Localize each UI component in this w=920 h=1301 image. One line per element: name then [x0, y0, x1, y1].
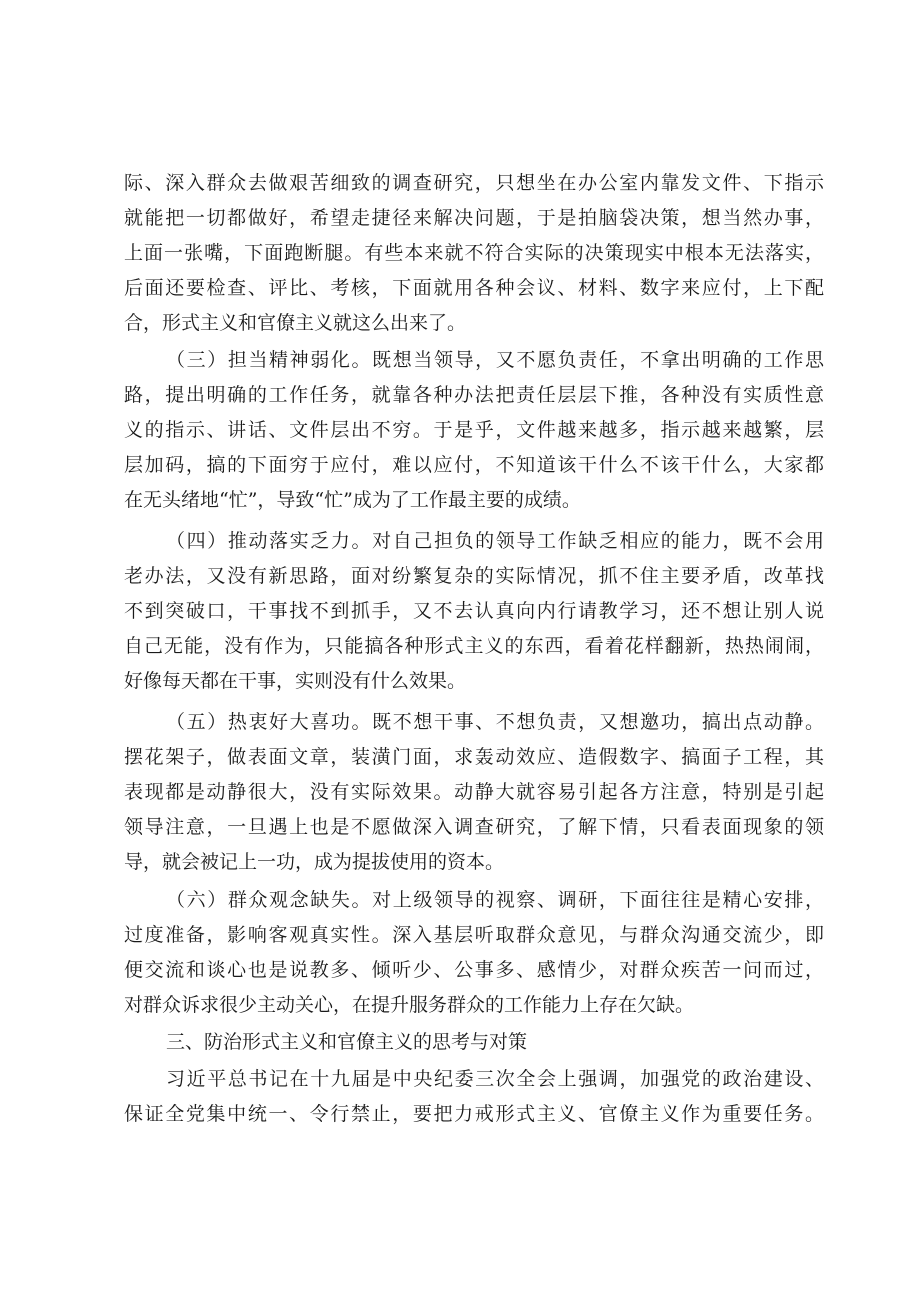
text-line: 不到突破口，干事找不到抓手，又不去认真向内行请教学习，还不想让别人说 — [124, 600, 824, 622]
text-line: （三）担当精神弱化。既想当领导，又不愿负责任，不拿出明确的工作思 — [166, 349, 824, 371]
text-line: （六）群众观念缺失。对上级领导的视察、调研，下面往往是精心安排， — [166, 889, 824, 911]
text-line: （五）热衷好大喜功。既不想干事、不想负责，又想邀功，搞出点动静。 — [166, 711, 824, 733]
text-line: 好像每天都在干事，实则没有什么效果。 — [124, 670, 467, 692]
text-line: 上面一张嘴，下面跑断腿。有些本来就不符合实际的决策现实中根本无法落实， — [124, 242, 824, 264]
text-line: 摆花架子，做表面文章，装潢门面，求轰动效应、造假数字、搞面子工程，其 — [124, 746, 824, 768]
text-line: 表现都是动静很大，没有实际效果。动静大就容易引起各方注意，特别是引起 — [124, 781, 824, 803]
text-line: 就能把一切都做好，希望走捷径来解决问题，于是拍脑袋决策，想当然办事， — [124, 207, 824, 229]
text-line: 合，形式主义和官僚主义就这么出来了。 — [124, 312, 467, 334]
text-line: （四）推动落实乏力。对自己担负的领导工作缺乏相应的能力，既不会用 — [166, 530, 824, 552]
text-line: 层加码，搞的下面穷于应付，难以应付，不知道该干什么不该干什么，大家都 — [124, 454, 824, 476]
section-heading: 三、防治形式主义和官僚主义的思考与对策 — [166, 1031, 528, 1053]
text-line: 后面还要检查、评比、考核，下面就用各种会议、材料、数字来应付，上下配 — [124, 277, 824, 299]
text-line: 保证全党集中统一、令行禁止，要把力戒形式主义、官僚主义作为重要任务。 — [124, 1103, 824, 1125]
text-line: 路，提出明确的工作任务，就靠各种办法把责任层层下推，各种没有实质性意 — [124, 384, 824, 406]
text-line: 对群众诉求很少主动关心，在提升服务群众的工作能力上存在欠缺。 — [124, 994, 695, 1016]
text-line: 领导注意，一旦遇上也是不愿做深入调查研究，了解下情，只看表面现象的领 — [124, 816, 824, 838]
text-line: 义的指示、讲话、文件层出不穷。于是乎，文件越来越多，指示越来越繁，层 — [124, 419, 824, 441]
text-line: 际、深入群众去做艰苦细致的调查研究，只想坐在办公室内靠发文件、下指示 — [124, 172, 824, 194]
text-line: 习近平总书记在十九届是中央纪委三次全会上强调，加强党的政治建设、 — [166, 1068, 824, 1090]
text-line: 在无头绪地“忙”，导致“忙”成为了工作最主要的成绩。 — [124, 489, 581, 511]
text-line: 老办法，又没有新思路，面对纷繁复杂的实际情况，抓不住主要矛盾，改革找 — [124, 565, 824, 587]
text-line: 过度准备，影响客观真实性。深入基层听取群众意见，与群众沟通交流少，即 — [124, 924, 824, 946]
text-line: 自己无能，没有作为，只能搞各种形式主义的东西，看着花样翻新，热热闹闹， — [124, 635, 824, 657]
text-line: 便交流和谈心也是说教多、倾听少、公事多、感情少，对群众疾苦一问而过， — [124, 959, 824, 981]
text-line: 导，就会被记上一功，成为提拔使用的资本。 — [124, 851, 505, 873]
